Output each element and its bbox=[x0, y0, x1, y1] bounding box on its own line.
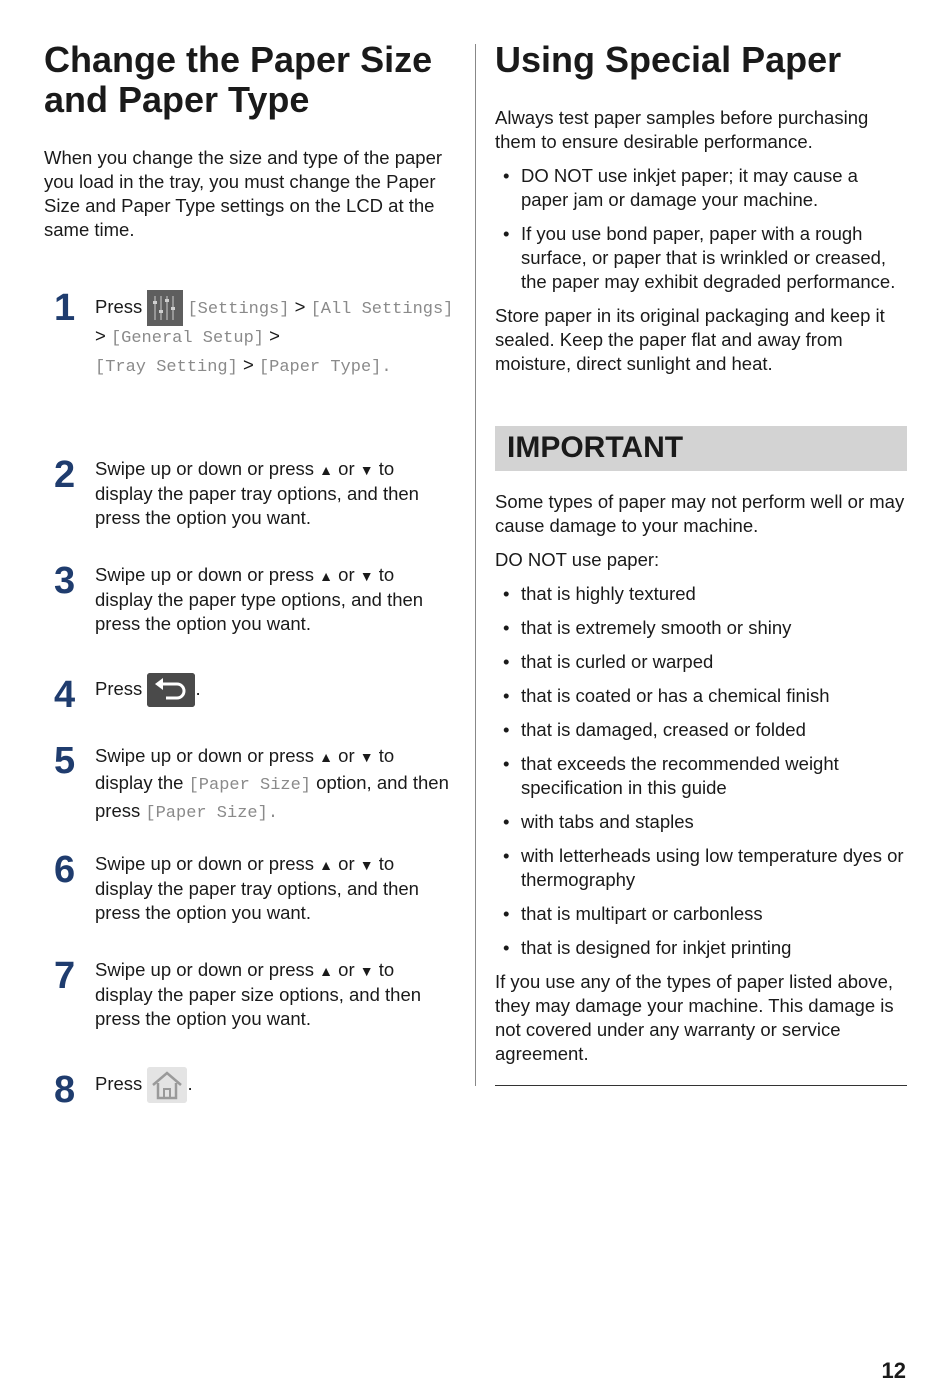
intro-paragraph: Always test paper samples before purchasing them to ensure desirable performance. bbox=[495, 107, 869, 152]
list-item: • that is damaged, creased or folded bbox=[495, 718, 907, 742]
closing-paragraph: If you use any of the types of paper listed above, they may damage your machine. This damage is not covered under any warranty or service agreement. bbox=[495, 971, 894, 1064]
down-arrow-icon: ▼ bbox=[359, 462, 374, 478]
step-number: 1 bbox=[54, 287, 76, 329]
up-arrow-icon: ▲ bbox=[319, 568, 334, 584]
right-column bbox=[495, 39, 907, 1064]
up-arrow-icon: ▲ bbox=[319, 857, 334, 873]
down-arrow-icon: ▼ bbox=[359, 568, 374, 584]
list-item: • that is coated or has a chemical finish bbox=[495, 684, 907, 708]
step-text: Swipe up or down or press ▲ or ▼ to display the paper tray options, and then press the option you want. bbox=[95, 853, 419, 923]
down-arrow-icon: ▼ bbox=[359, 963, 374, 979]
step-number: 7 bbox=[54, 955, 76, 997]
step-text: Swipe up or down or press ▲ or ▼ to display the paper size options, and then press the option you want. bbox=[95, 959, 422, 1029]
do-not-label: DO NOT use paper: bbox=[495, 549, 660, 570]
up-arrow-icon: ▲ bbox=[319, 963, 334, 979]
warning-paragraph: Some types of paper may not perform well or may cause damage to your machine. bbox=[495, 491, 905, 536]
storage-paragraph: Store paper in its original packaging and keep it sealed. Keep the paper flat and away from moisture, direct sunlight and heat. bbox=[495, 305, 885, 374]
home-icon bbox=[147, 1067, 187, 1103]
step-number: 2 bbox=[54, 454, 76, 496]
list-item: • that is designed for inkjet printing bbox=[495, 936, 907, 960]
step-text: Swipe up or down or press ▲ or ▼ to display the paper type options, and then press the option you want. bbox=[95, 564, 424, 634]
column-divider bbox=[475, 44, 476, 1086]
special-paper-bullets bbox=[495, 164, 907, 294]
down-arrow-icon: ▼ bbox=[359, 857, 374, 873]
list-item: • If you use bond paper, paper with a rough surface, or paper that is wrinkled or creased, the paper may exhibit degraded performance. bbox=[495, 222, 907, 294]
step-number: 4 bbox=[54, 674, 76, 716]
bottom-rule bbox=[495, 1085, 907, 1086]
step-text: Press [Settings] > [All Settings] > [General Setup] > [Tray Setting] > [Paper Type]. bbox=[95, 294, 455, 381]
back-icon bbox=[147, 673, 195, 707]
step-text: Swipe up or down or press ▲ or ▼ to display the paper tray options, and then press the option you want. bbox=[95, 458, 419, 528]
up-arrow-icon: ▲ bbox=[319, 462, 334, 478]
step-number: 5 bbox=[54, 740, 76, 782]
list-item: • that is multipart or carbonless bbox=[495, 902, 907, 926]
step-text: Press . bbox=[95, 1072, 455, 1096]
step-text: Press . bbox=[95, 677, 455, 701]
section-title-change-paper: Change the Paper Size and Paper Type bbox=[44, 39, 433, 120]
list-item: • that is extremely smooth or shiny bbox=[495, 616, 907, 640]
important-label: IMPORTANT bbox=[507, 431, 684, 464]
list-item: • with tabs and staples bbox=[495, 810, 907, 834]
special-paper-intro-block bbox=[495, 106, 907, 376]
important-content bbox=[495, 490, 907, 1066]
settings-icon bbox=[147, 290, 183, 326]
page-number: 12 bbox=[881, 1358, 906, 1383]
step-number: 3 bbox=[54, 560, 76, 602]
left-column bbox=[44, 39, 459, 1111]
list-item: • that is highly textured bbox=[495, 582, 907, 606]
step-number: 6 bbox=[54, 849, 76, 891]
down-arrow-icon: ▼ bbox=[359, 749, 374, 765]
list-item: • that exceeds the recommended weight specification in this guide bbox=[495, 752, 907, 800]
do-not-list bbox=[495, 582, 907, 960]
step-number: 8 bbox=[54, 1069, 76, 1111]
important-banner bbox=[495, 426, 907, 471]
section-title-special-paper: Using Special Paper bbox=[495, 39, 842, 80]
list-item: • DO NOT use inkjet paper; it may cause a paper jam or damage your machine. bbox=[495, 164, 907, 212]
list-item: • with letterheads using low temperature dyes or thermography bbox=[495, 844, 907, 892]
intro-paragraph: When you change the size and type of the paper you load in the tray, you must change the Paper Size and Paper Type settings on the LCD at the same time. bbox=[44, 147, 443, 240]
up-arrow-icon: ▲ bbox=[319, 749, 334, 765]
step-text: Swipe up or down or press ▲ or ▼ to display the [Paper Size] option, and then press [Paper Size]. bbox=[95, 745, 449, 823]
list-item: • that is curled or warped bbox=[495, 650, 907, 674]
